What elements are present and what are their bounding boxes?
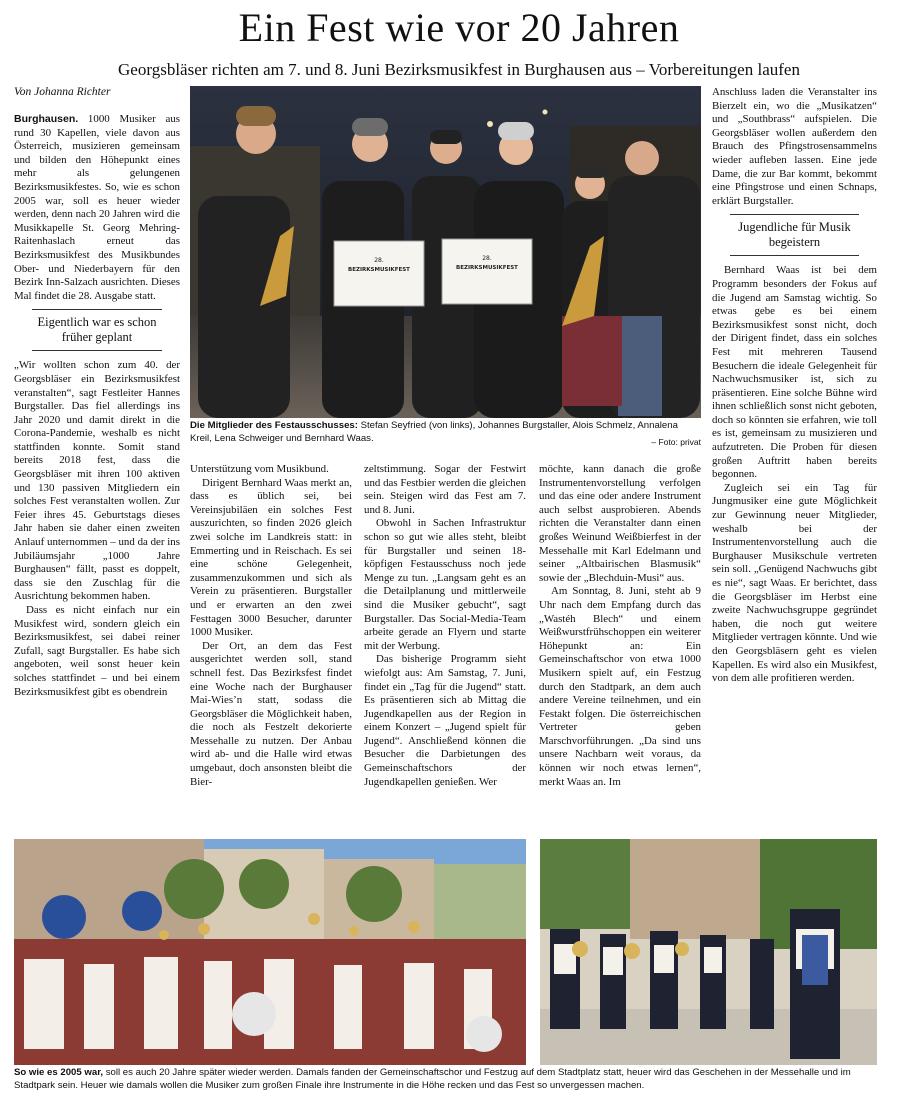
paragraph: Zugleich sei ein Tag für Jungmusiker eine gute Möglichkeit zur Gewinnung neuer Mitglieder, weshalb bei der Instrumentenvorstellung auch die Burghauser Musikschule vertreten sein soll. „Genügend Nachwuchs gibt es nie“, sagt Waas. Er berichtet, dass die Georgsbläser im Herbst eine zweite Nachwuchsgruppe gegründet haben, die noch gut weitere Mitglieder vertragen könnte. Und wie den Georgsbläsern geht es vielen Kapellen. Es wird also ein Musikfest, von dem alle profitieren werden. bbox=[712, 481, 877, 685]
headline: Ein Fest wie vor 20 Jahren bbox=[238, 5, 680, 50]
paragraph: „Wir wollten schon zum 40. der Georgsbläser ein Bezirksmusikfest veranstalten“, sagt Festleiter Hannes Burgstaller. Das fiel allerdings ins Jahr 2020 und damit direkt in die Corona-Pandemie, weshalb es nicht stattfinden konnte. Somit stand bereits 2018 fest, dass die Georgsbläser mit ihren 100 aktiven und 130 passiven Mitgliedern ein solches Fest veranstalten wollen. Zur Feier ihres 45. Geburtstags dieses Jahr haben sie daher einen zweiten Anlauf unternommen – und da der ins Jubiläumsjahr „1000 Jahre Burghausen“ fällt, passt es doppelt, dass sie den Zuschlag für die Ausrichtung bekommen haben. bbox=[14, 359, 180, 603]
paragraph: Dirigent Bernhard Waas merkt an, dass es üblich sei, bei Vereinsjubiläen ein solches Fest auszurichten, so finden 2026 gleich zwei solche im Landkreis statt: in Emmerting und in Reischach. Es sei eine schöne Gelegenheit, zusammenzukommen und sich als Verein zu präsentieren. Burgstaller und er erwarten an den zwei Festtagen 3000 Besucher, darunter 1000 Musiker. bbox=[190, 476, 352, 639]
column-4 bbox=[539, 463, 701, 789]
photo-2005-concert bbox=[14, 839, 526, 1065]
paragraph: Am Sonntag, 8. Juni, steht ab 9 Uhr nach dem Empfang durch das „Wastéh Blech“ und einem Weißwurstfrühschoppen ein weiterer Höhepunkt an: Ein Gemeinschaftschor von etwa 1000 Musikern spielt auf, ein Festzug durch den Stadtpark, an dem auch andere Vereine teilnehmen, und ein Festakt folgen. Die österreichischen Vertreter geben Marschvorführungen. „Da sind uns unsere Nachbarn weit voraus, da können wir noch etwas lernen“, merkt Waas an. Im bbox=[539, 585, 701, 788]
parade-photo-image bbox=[540, 839, 877, 1065]
paragraph: möchte, kann danach die große Instrumentenvorstellung verfolgen und das eine oder andere Instrument auch selbst ausprobieren. Abends richten die Veranstalter dann einen großes Weinund Weißbierfest in der Messehalle mit Karl Edelmann und seiner „Altbairischen Blasmusik“ sowie der „Blechduin-Musi“ aus. bbox=[539, 463, 701, 584]
photo-committee bbox=[190, 86, 701, 418]
poster-title: BEZIRKSMUSIKFEST bbox=[348, 267, 410, 273]
subheadline: Georgsbläser richten am 7. und 8. Juni Bezirksmusikfest in Burghausen aus – Vorbereitungen laufen bbox=[118, 60, 800, 79]
paragraph: Bernhard Waas ist bei dem Programm besonders der Fokus auf die Jugend am Samstag wichtig. So etwas gebe es bei einem Bezirksmusikfest sonst nicht, doch der Dirigent findet, dass ein solches Fest mit mehreren Tausend Besuchern die ideale Gelegenheit für Nachwuchsmusiker ist, sich zu präsentieren. Eine solche Bühne wird ihnen schließlich sonst nicht geboten, doch so könnten sie erfahren, wie toll es ist, gemeinsam zu musizieren und aufzutreten. Die Proben für diesen großen Auftritt haben bereits begonnen. bbox=[712, 264, 877, 481]
column-5 bbox=[712, 86, 877, 686]
paragraph: Dass es nicht einfach nur ein Musikfest wird, sondern gleich ein Bezirksmusikfest, sei dabei reiner Zufall, sagt Burgstaller. Es habe sich angeboten, weil sonst heuer kein solches stattfindet – und bei einem Bezirksmusikfest gibt es obendrein bbox=[14, 604, 180, 698]
poster-title: BEZIRKSMUSIKFEST bbox=[456, 265, 518, 271]
poster-number: 28. bbox=[482, 255, 492, 262]
subhead-2: Jugendliche für Musik begeistern bbox=[730, 214, 859, 256]
paragraph: Anschluss laden die Veranstalter ins Bierzelt ein, wo die „Musikatzen“ und „Southbrass“ aufspielen. Die Georgsbläser wollen außerdem den Brauch des Pfingstrosensammelns wieder aufleben lassen. Eine jede Dame, die zur Bar kommt, bekommt eine Pfingstrose und einen Schnaps, erklärt Burgstaller. bbox=[712, 86, 877, 207]
paragraph: Obwohl in Sachen Infrastruktur schon so gut wie alles steht, bleibt für Burgstaller und seinen 18-köpfigen Festausschuss noch jede Menge zu tun. „Langsam geht es an die Detailplanung und mittlerweile sind die Musiker gebucht“, sagt Burgstaller. Das Social-Media-Team arbeite gerade an Flyern und starte mit der Werbung. bbox=[364, 517, 526, 652]
paragraph: zeltstimmung. Sogar der Festwirt und das Festbier werden die gleichen sein. Steigen wird das Fest am 7. und 8. Juni. bbox=[364, 463, 526, 516]
column-1 bbox=[14, 113, 180, 699]
committee-photo-image bbox=[190, 86, 701, 418]
concert-photo-image bbox=[14, 839, 526, 1065]
byline: Von Johanna Richter bbox=[14, 86, 111, 98]
dateline: Burghausen. bbox=[14, 113, 79, 125]
paragraph: Der Ort, an dem das Fest ausgerichtet werden soll, stand schnell fest. Das Bezirksfest findet eine Woche nach der Burghauser Mai-Wies’n statt, sodass die Georgsbläser die Möglichkeit haben, die noch als Festzelt dekorierte Messehalle zu nutzen. Der Anbau wird ab- und die Halle wird etwas umgebaut, doch ansonsten bleibt die Bier- bbox=[190, 639, 352, 788]
paragraph: Unterstützung vom Musikbund. bbox=[190, 463, 329, 475]
photo-credit: – Foto: privat bbox=[651, 437, 701, 447]
caption-bold: Die Mitglieder des Festausschusses: bbox=[190, 420, 358, 431]
lead-text: 1000 Musiker aus rund 30 Kapellen, viele davon aus Österreich, musizieren gemeinsam und bilden den Höhepunkt eines mehr als gelungenen Bezirksmusikfestes. So, wie es schon 2005 war, soll es heuer wieder werden, denn nach 20 Jahren wird die Musikkapelle St. Georg Mehring-Raitenhaslach erneut das Bezirksmusikfest des Musikbundes Ober- und Niederbayern für den Bezirk Inn-Salzach ausrichten. Dieses Mal findet die 28. Ausgabe statt. bbox=[14, 113, 180, 302]
subhead-1: Eigentlich war es schon früher geplant bbox=[32, 309, 162, 351]
column-3 bbox=[364, 463, 526, 789]
poster-number: 28. bbox=[374, 257, 384, 264]
paragraph: Das bisherige Programm sieht wiefolgt aus: Am Samstag, 7. Juni, findet ein „Tag für die Jugend“ statt. Es präsentieren sich ab Mittag die Jugendkapellen aus der Region in einem Konzert – „Jugend spielt für Jugend“. Anschließend können die Besucher die Darbietungen des Gemeinschaftschors der Jugendkapellen genießen. Wer bbox=[364, 653, 526, 788]
caption-bold: So wie es 2005 war, bbox=[14, 1067, 104, 1078]
caption-text: soll es auch 20 Jahre später wieder werden. Damals fanden der Gemeinschaftschor und Festzug auf dem Stadtplatz statt, heuer wird das Geschehen in der Messehalle und im Stadtpark sein. Heuer wie damals wollen die Musiker zum großen Finale ihre Instrumente in die Höhe recken und das Fest so unvergessen machen. bbox=[14, 1067, 851, 1091]
photo-2005-parade bbox=[540, 839, 877, 1065]
caption-text: Stefan Seyfried (von links), Johannes Burgstaller, Alois Schmelz, Annalena Kreil, Lena Schweiger und Bernhard Waas. bbox=[190, 420, 678, 444]
column-2 bbox=[190, 463, 352, 789]
bottom-caption bbox=[14, 1067, 877, 1092]
